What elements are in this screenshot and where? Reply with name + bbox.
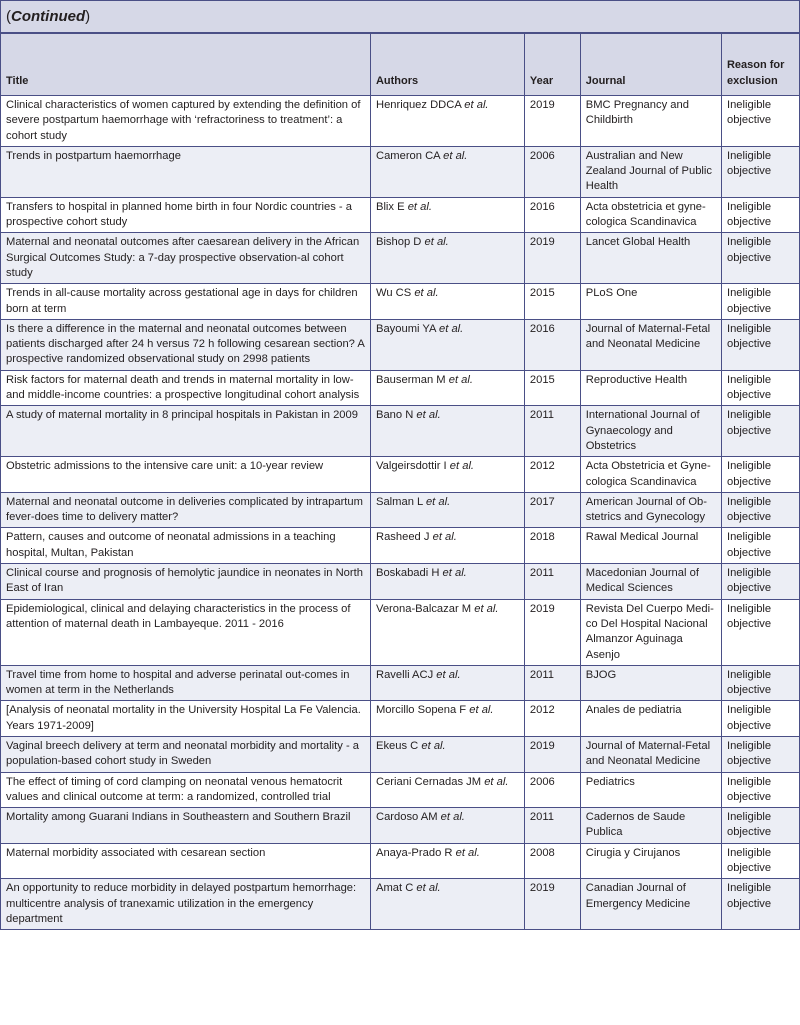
cell-journal: Revista Del Cuerpo Medi-co Del Hospital Nacional Almanzor Aguinaga Asenjo [580,599,721,665]
cell-title: Vaginal breech delivery at term and neonatal morbidity and mortality - a population-based cohort study in Sweden [1,736,371,772]
cell-reason: Ineligible objective [721,370,799,406]
cell-journal: American Journal of Ob-stetrics and Gynecology [580,492,721,528]
cell-year: 2019 [524,736,580,772]
table-row [1,96,800,147]
cell-reason: Ineligible objective [721,843,799,879]
cell-journal: PLoS One [580,284,721,320]
cell-authors [370,564,524,600]
cell-reason: Ineligible objective [721,233,799,284]
cell-title: Transfers to hospital in planned home birth in four Nordic countries - a prospective cohort study [1,197,371,233]
cell-title: Travel time from home to hospital and adverse perinatal out-comes in women at term in the Netherlands [1,665,371,701]
cell-authors [370,701,524,737]
cell-year: 2016 [524,319,580,370]
cell-reason: Ineligible objective [721,879,799,930]
cell-journal: International Journal of Gynaecology and Obstetrics [580,406,721,457]
cell-title: Clinical course and prognosis of hemolytic jaundice in neonates in North East of Iran [1,564,371,600]
header-journal: Journal [580,34,721,96]
cell-year: 2015 [524,284,580,320]
author-et-al: et al. [425,495,451,508]
author-name: Cardoso AM [375,811,438,824]
cell-journal: Reproductive Health [580,370,721,406]
cell-reason: Ineligible objective [721,406,799,457]
cell-reason: Ineligible objective [721,528,799,564]
cell-journal: Australian and New Zealand Journal of Public Health [580,146,721,197]
cell-reason: Ineligible objective [721,457,799,493]
table-row [1,665,800,701]
cell-title: Risk factors for maternal death and trends in maternal mortality in low- and middle-income countries: a prospective longitudinal cohort analysis [1,370,371,406]
cell-year: 2011 [524,808,580,844]
cell-title: Obstetric admissions to the intensive care unit: a 10-year review [1,457,371,493]
author-et-al: et al. [448,373,473,386]
table-row [1,528,800,564]
cell-reason: Ineligible objective [721,96,799,147]
continued-banner: (Continued) [0,0,800,33]
cell-reason: Ineligible objective [721,772,799,808]
cell-year: 2006 [524,772,580,808]
author-name: Blix E [375,200,405,213]
author-et-al: et al. [484,775,509,788]
cell-journal: Pediatrics [580,772,721,808]
table-row [1,233,800,284]
continued-label: Continued [11,8,86,25]
cell-title: Maternal and neonatal outcomes after caesarean delivery in the African Surgical Outcomes Study: a 7-day prospective observation-al cohort study [1,233,371,284]
cell-year: 2011 [524,564,580,600]
table-row [1,406,800,457]
cell-year: 2011 [524,406,580,457]
author-name: Valgeirsdottir I [375,460,447,473]
author-name: Rasheed J [375,531,430,544]
table-row [1,736,800,772]
cell-reason: Ineligible objective [721,319,799,370]
table-row [1,492,800,528]
cell-year: 2019 [524,96,580,147]
cell-journal: Lancet Global Health [580,233,721,284]
cell-reason: Ineligible objective [721,808,799,844]
author-name: Ceriani Cernadas JM [375,775,482,788]
cell-reason: Ineligible objective [721,736,799,772]
cell-journal: Anales de pediatria [580,701,721,737]
cell-year: 2008 [524,843,580,879]
author-et-al: et al. [455,846,480,859]
author-et-al: et al. [440,811,465,824]
cell-authors [370,319,524,370]
cell-title: Epidemiological, clinical and delaying characteristics in the process of attention of maternal death in Lambayeque. 2011 - 2016 [1,599,371,665]
author-et-al: et al. [436,668,461,681]
table-body [1,96,800,930]
cell-authors [370,808,524,844]
author-et-al: et al. [443,149,468,162]
table-row [1,319,800,370]
cell-year: 2019 [524,233,580,284]
cell-authors [370,736,524,772]
cell-reason: Ineligible objective [721,701,799,737]
table-row [1,599,800,665]
author-et-al: et al. [469,704,494,717]
cell-authors [370,370,524,406]
cell-year: 2018 [524,528,580,564]
cell-title: Pattern, causes and outcome of neonatal admissions in a teaching hospital, Multan, Pakistan [1,528,371,564]
cell-authors [370,233,524,284]
author-name: Ekeus C [375,739,419,752]
cell-year: 2006 [524,146,580,197]
author-name: Ravelli ACJ [375,668,434,681]
cell-journal: BJOG [580,665,721,701]
cell-title: Trends in postpartum haemorrhage [1,146,371,197]
cell-year: 2012 [524,457,580,493]
cell-title: Is there a difference in the maternal and neonatal outcomes between patients discharged after 24 h versus 72 h following cesarean section? A prospective randomized observational study on 2998 patients [1,319,371,370]
cell-reason: Ineligible objective [721,599,799,665]
cell-authors [370,492,524,528]
author-et-al: et al. [439,322,464,335]
cell-reason: Ineligible objective [721,665,799,701]
cell-authors [370,197,524,233]
author-et-al: et al. [432,531,457,544]
cell-authors [370,457,524,493]
cell-year: 2012 [524,701,580,737]
table-row [1,772,800,808]
header-year: Year [524,34,580,96]
cell-journal: Acta Obstetricia et Gyne-cologica Scandinavica [580,457,721,493]
author-name: Bayoumi YA [375,322,436,335]
author-et-al: et al. [407,200,432,213]
header-authors: Authors [370,34,524,96]
author-et-al: et al. [442,567,467,580]
author-name: Bauserman M [375,373,446,386]
author-et-al: et al. [464,99,489,111]
author-name: Verona-Balcazar M [375,602,472,615]
cell-authors [370,599,524,665]
cell-title: The effect of timing of cord clamping on neonatal venous hematocrit values and clinical outcome at term: a randomized, controlled trial [1,772,371,808]
cell-year: 2015 [524,370,580,406]
cell-year: 2017 [524,492,580,528]
cell-journal: Acta obstetricia et gyne-cologica Scandinavica [580,197,721,233]
table-row [1,284,800,320]
cell-reason: Ineligible objective [721,284,799,320]
author-name: Morcillo Sopena F [375,704,467,717]
cell-journal: Macedonian Journal of Medical Sciences [580,564,721,600]
table-row [1,843,800,879]
cell-reason: Ineligible objective [721,146,799,197]
cell-authors [370,528,524,564]
cell-authors [370,96,524,147]
cell-title: Clinical characteristics of women captured by extending the definition of severe postpartum haemorrhage with ‘refractoriness to treatment’: a cohort study [1,96,371,147]
table-header-row [1,34,800,96]
table-row [1,146,800,197]
cell-journal: Cadernos de Saude Publica [580,808,721,844]
table-row [1,808,800,844]
cell-year: 2019 [524,599,580,665]
cell-authors [370,879,524,930]
author-name: Bishop D [375,236,422,249]
author-name: Anaya-Prado R [375,846,453,859]
author-name: Wu CS [375,287,412,300]
author-name: Bano N [375,409,414,422]
cell-journal: Rawal Medical Journal [580,528,721,564]
cell-title: Mortality among Guarani Indians in Southeastern and Southern Brazil [1,808,371,844]
cell-reason: Ineligible objective [721,492,799,528]
cell-journal: Canadian Journal of Emergency Medicine [580,879,721,930]
cell-journal: BMC Pregnancy and Childbirth [580,96,721,147]
author-name: Boskabadi H [375,567,440,580]
cell-journal: Journal of Maternal-Fetal and Neonatal Medicine [580,736,721,772]
cell-authors [370,772,524,808]
table-row [1,370,800,406]
header-reason: Reason for exclusion [721,34,799,96]
cell-authors [370,665,524,701]
author-et-al: et al. [416,882,441,895]
cell-year: 2011 [524,665,580,701]
cell-year: 2016 [524,197,580,233]
cell-title: Maternal and neonatal outcome in deliveries complicated by intrapartum fever-does time to delivery matter? [1,492,371,528]
cell-journal: Cirugia y Cirujanos [580,843,721,879]
cell-year: 2019 [524,879,580,930]
cell-title: Maternal morbidity associated with cesarean section [1,843,371,879]
cell-journal: Journal of Maternal-Fetal and Neonatal Medicine [580,319,721,370]
cell-reason: Ineligible objective [721,564,799,600]
author-name: Amat C [375,882,414,895]
table-row [1,701,800,737]
cell-title: An opportunity to reduce morbidity in delayed postpartum hemorrhage: multicentre analysis of tranexamic utilization in the emergency department [1,879,371,930]
cell-authors [370,146,524,197]
author-name: Henriquez DDCA [375,99,462,111]
author-name: Salman L [375,495,423,508]
table-row [1,197,800,233]
header-title: Title [1,34,371,96]
cell-authors [370,843,524,879]
table-row [1,879,800,930]
cell-reason: Ineligible objective [721,197,799,233]
author-et-al: et al. [424,236,449,249]
table-row [1,457,800,493]
cell-authors [370,406,524,457]
author-name: Cameron CA [375,149,441,162]
author-et-al: et al. [449,460,475,473]
author-et-al: et al. [421,739,446,752]
author-et-al: et al. [416,409,441,422]
cell-title: A study of maternal mortality in 8 principal hospitals in Pakistan in 2009 [1,406,371,457]
cell-title: [Analysis of neonatal mortality in the University Hospital La Fe Valencia. Years 1971-2009] [1,701,371,737]
author-et-al: et al. [414,287,439,300]
table-row [1,564,800,600]
exclusion-table [0,33,800,930]
cell-title: Trends in all-cause mortality across gestational age in days for children born at term [1,284,371,320]
author-et-al: et al. [474,602,499,615]
cell-authors [370,284,524,320]
